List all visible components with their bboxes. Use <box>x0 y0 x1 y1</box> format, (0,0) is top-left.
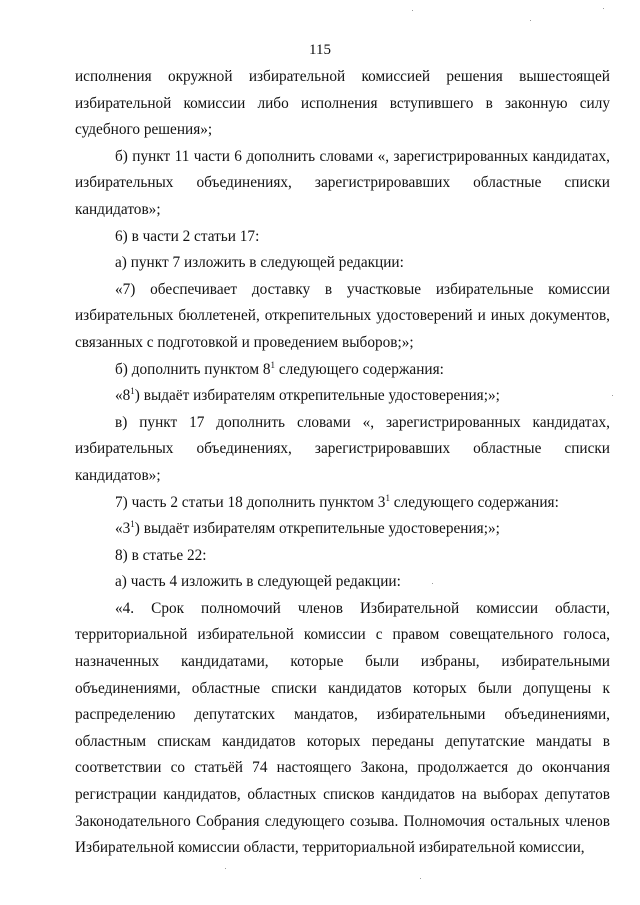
superscript: 1 <box>130 386 135 397</box>
paragraph-text: а) пункт 7 изложить в следующей редакции: <box>115 254 404 272</box>
paragraph-text: «3 <box>115 520 131 538</box>
paragraph-12 <box>75 569 610 596</box>
paragraph-1 <box>75 64 610 144</box>
scan-speck <box>603 8 604 9</box>
superscript: 1 <box>270 359 276 370</box>
paragraph-text: а) часть 4 изложить в следующей редакции: <box>115 573 401 591</box>
paragraph-4 <box>75 250 610 277</box>
paragraph-text: б) дополнить пунктом 8 <box>115 360 271 378</box>
document-body <box>75 64 610 862</box>
paragraph-8 <box>75 410 610 490</box>
paragraph-6 <box>75 357 610 384</box>
superscript: 1 <box>385 492 390 503</box>
scan-speck <box>432 583 433 584</box>
scan-speck <box>612 395 613 396</box>
scan-speck <box>530 20 531 21</box>
paragraph-text: следующего содержания: <box>275 360 444 378</box>
paragraph-3 <box>75 224 610 251</box>
paragraph-text: 8) в статье 22: <box>115 546 207 564</box>
paragraph-text: в) пункт 17 дополнить словами «, зарегистрированных кандидатах, избирательных объединениях, зарегистрировавших областные списки кандидатов»; <box>75 413 610 484</box>
scan-speck <box>225 868 226 869</box>
paragraph-text: «7) обеспечивает доставку в участковые избирательные комиссии избирательных бюллетеней, открепительных удостоверений и иных документов, связанных с подготовкой и проведением выборов;»; <box>75 280 610 351</box>
paragraph-11 <box>75 543 610 570</box>
paragraph-text: ) выдаёт избирателям открепительные удостоверения;»; <box>134 520 500 538</box>
paragraph-text: следующего содержания: <box>389 493 559 511</box>
paragraph-5 <box>75 277 610 357</box>
superscript: 1 <box>130 519 135 530</box>
paragraph-text: б) пункт 11 части 6 дополнить словами «, зарегистрированных кандидатах, избирательных объединениях, зарегистрировавших областные списки кандидатов»; <box>75 147 610 218</box>
paragraph-text: ) выдаёт избирателям открепительные удостоверения;»; <box>134 387 500 405</box>
paragraph-2 <box>75 144 610 224</box>
paragraph-9 <box>75 490 610 517</box>
paragraph-10 <box>75 516 610 543</box>
scan-speck <box>412 10 413 11</box>
paragraph-text: 7) часть 2 статьи 18 дополнить пунктом 3 <box>115 493 386 511</box>
paragraph-7 <box>75 383 610 410</box>
page-number: 115 <box>309 42 331 58</box>
paragraph-text: «8 <box>115 387 131 405</box>
paragraph-text: «4. Срок полномочий членов Избирательной комиссии области, территориальной избирательной комиссии с правом совещательного голоса, назначенных кандидатами, которые были избраны, избирательными объединениями, областные списки кандидатов которых были допущены к распределению депутатских мандатов, избирательными объединениями, областным спискам кандидатов которых переданы депутатские мандаты в соответствии со статьёй 74 настоящего Закона, продолжается до окончания регистрации кандидатов, областных списков кандидатов на выборах депутатов Законодательного Собрания следующего созыва. Полномочия остальных членов Избирательной комиссии области, территориальной избирательной комиссии, <box>75 599 610 857</box>
scan-speck <box>420 878 421 879</box>
paragraph-13 <box>75 596 610 862</box>
paragraph-text: 6) в части 2 статьи 17: <box>115 227 260 245</box>
paragraph-text: исполнения окружной избирательной комиссией решения вышестоящей избирательной комиссии либо исполнения вступившего в законную силу судебного решения»; <box>75 68 610 139</box>
